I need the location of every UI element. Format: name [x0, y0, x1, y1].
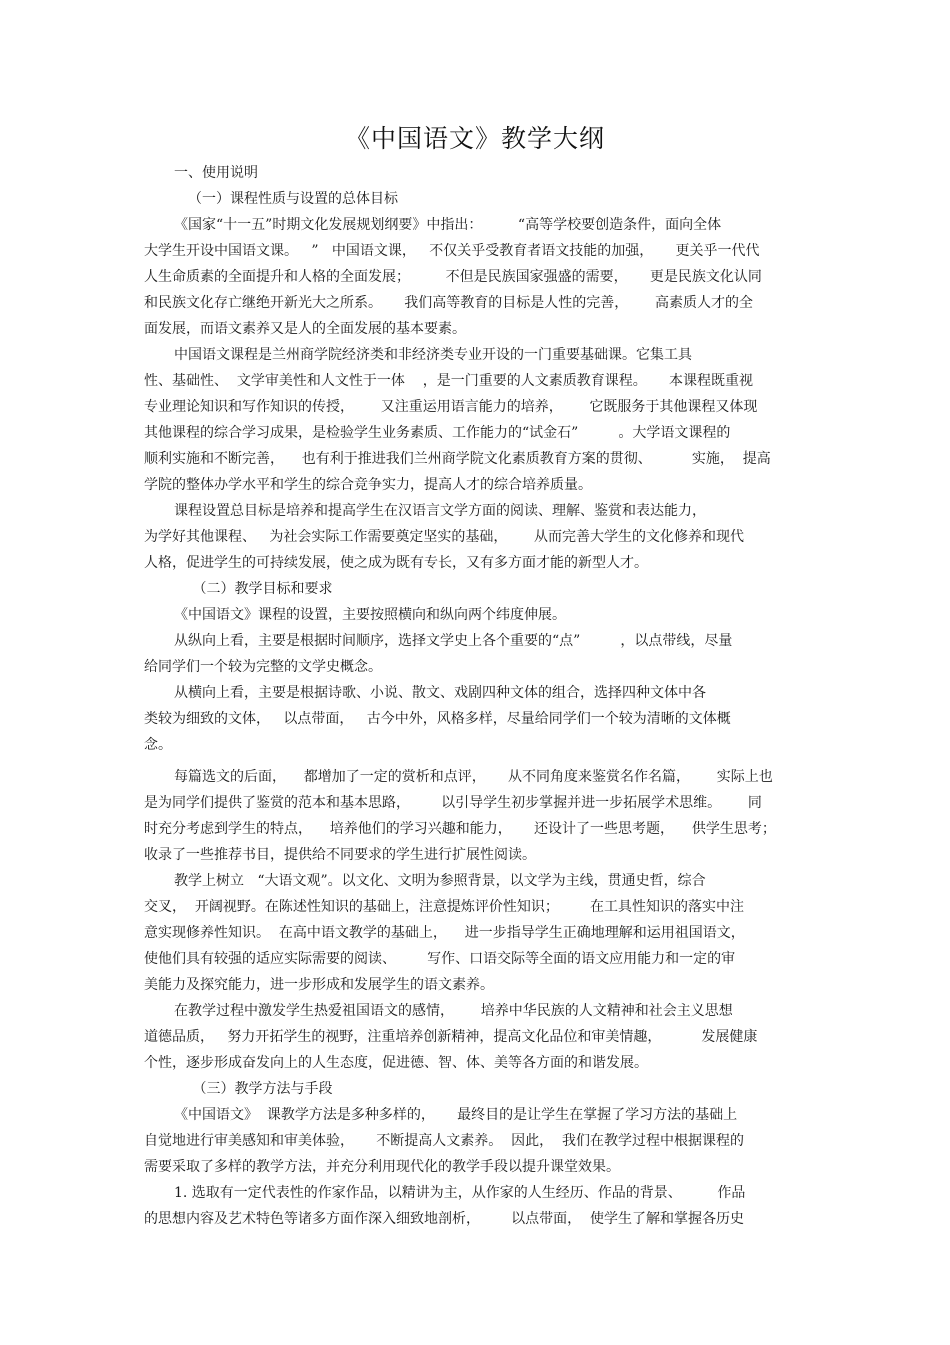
text-line: 和民族文化存亡继绝开新光大之所系。 我们高等教育的目标是人性的完善， 高素质人才的全	[144, 295, 753, 311]
text-line: 1. 选取有一定代表性的作家作品，以精讲为主，从作家的人生经历、作品的背景、 作品	[174, 1185, 746, 1201]
text-line: 给同学们一个较为完整的文学史概念。	[144, 659, 382, 675]
text-line: （三）教学方法与手段	[188, 1081, 333, 1097]
text-line: 专业理论知识和写作知识的传授， 又注重运用语言能力的培养， 它既服务于其他课程又体现	[144, 399, 758, 415]
text-line: 人格，促进学生的可持续发展，使之成为既有专长，又有多方面才能的新型人才。	[144, 555, 648, 571]
text-line: 交叉， 开阔视野。在陈述性知识的基础上，注意提炼评价性知识； 在工具性知识的落实中注	[144, 899, 745, 915]
text-line: 人生命质素的全面提升和人格的全面发展； 不但是民族国家强盛的需要， 更是民族文化认同	[144, 269, 762, 285]
text-line: 面发展，而语文素养又是人的全面发展的基本要素。	[144, 321, 466, 337]
text-line: 其他课程的综合学习成果，是检验学生业务素质、工作能力的“试金石” 。大学语文课程的	[144, 425, 731, 441]
text-line: 顺利实施和不断完善， 也有利于推进我们兰州商学院文化素质教育方案的贯彻、 实施， 提高	[144, 451, 771, 467]
text-line: 美能力及探究能力，进一步形成和发展学生的语文素养。	[144, 977, 494, 993]
text-line: 一、使用说明	[174, 165, 258, 181]
text-line: 意实现修养性知识。 在高中语文教学的基础上， 进一步指导学生正确地理解和运用祖国语文，	[144, 925, 745, 941]
text-line: 在教学过程中激发学生热爱祖国语文的感情， 培养中华民族的人文精神和社会主义思想	[174, 1003, 733, 1019]
text-line: 为学好其他课程、 为社会实际工作需要奠定坚实的基础， 从而完善大学生的文化修养和现代	[144, 529, 745, 545]
text-line: 学院的整体办学水平和学生的综合竞争实力，提高人才的综合培养质量。	[144, 477, 592, 493]
document-body	[144, 160, 816, 1232]
text-line: 使他们具有较强的适应实际需要的阅读、 写作、口语交际等全面的语文应用能力和一定的审	[144, 951, 736, 967]
text-line: 需要采取了多样的教学方法，并充分利用现代化的教学手段以提升课堂效果。	[144, 1159, 620, 1175]
text-line: 收录了一些推荐书目，提供给不同要求的学生进行扩展性阅读。	[144, 847, 536, 863]
text-line: 《国家“十一五”时期文化发展规划纲要》中指出： “高等学校要创造条件，面向全体	[174, 217, 722, 233]
text-line: 《中国语文》课程的设置，主要按照横向和纵向两个纬度伸展。	[174, 607, 566, 623]
text-line: （一）课程性质与设置的总体目标	[188, 191, 398, 207]
text-line: 每篇选文的后面， 都增加了一定的赏析和点评， 从不同角度来鉴赏名作名篇， 实际上也	[174, 769, 773, 785]
text-line: 个性，逐步形成奋发向上的人生态度，促进德、智、体、美等各方面的和谐发展。	[144, 1055, 648, 1071]
text-line: 《中国语文》 课教学方法是多种多样的， 最终目的是让学生在掌握了学习方法的基础上	[174, 1107, 738, 1123]
text-line: 的思想内容及艺术特色等诸多方面作深入细致地剖析， 以点带面， 使学生了解和掌握各历史	[144, 1211, 745, 1227]
text-line: 教学上树立 “大语文观”。以文化、文明为参照背景，以文学为主线，贯通史哲，综合	[174, 873, 706, 889]
text-line: 大学生开设中国语文课。 ” 中国语文课， 不仅关乎受教育者语文技能的加强， 更关乎一代代	[144, 243, 760, 259]
text-line: 时充分考虑到学生的特点， 培养他们的学习兴趣和能力， 还设计了一些思考题， 供学生思考；	[144, 821, 776, 837]
text-line: 念。	[144, 737, 172, 753]
document-title: 《中国语文》教学大纲	[344, 124, 605, 153]
text-line: 自觉地进行审美感知和审美体验， 不断提高人文素养。 因此， 我们在教学过程中根据课程的	[144, 1133, 745, 1149]
text-line: 是为同学们提供了鉴赏的范本和基本思路， 以引导学生初步掌握并进一步拓展学术思维。 同	[144, 795, 762, 811]
text-line: 中国语文课程是兰州商学院经济类和非经济类专业开设的一门重要基础课。它集工具	[174, 347, 692, 363]
text-line: 性、基础性、 文学审美性和人文性于一体 ，是一门重要的人文素质教育课程。 本课程既重视	[144, 373, 753, 389]
text-line: 道德品质， 努力开拓学生的视野，注重培养创新精神，提高文化品位和审美情趣， 发展健康	[144, 1029, 758, 1045]
text-line: 从横向上看，主要是根据诗歌、小说、散文、戏剧四种文体的组合，选择四种文体中各	[174, 685, 706, 701]
text-line: 从纵向上看，主要是根据时间顺序，选择文学史上各个重要的“点” ，以点带线，尽量	[174, 633, 733, 649]
text-line: 课程设置总目标是培养和提高学生在汉语言文学方面的阅读、理解、鉴赏和表达能力，	[174, 503, 706, 519]
text-line: （二）教学目标和要求	[188, 581, 333, 597]
text-line: 类较为细致的文体， 以点带面， 古今中外，风格多样，尽量给同学们一个较为清晰的文体概	[144, 711, 731, 727]
